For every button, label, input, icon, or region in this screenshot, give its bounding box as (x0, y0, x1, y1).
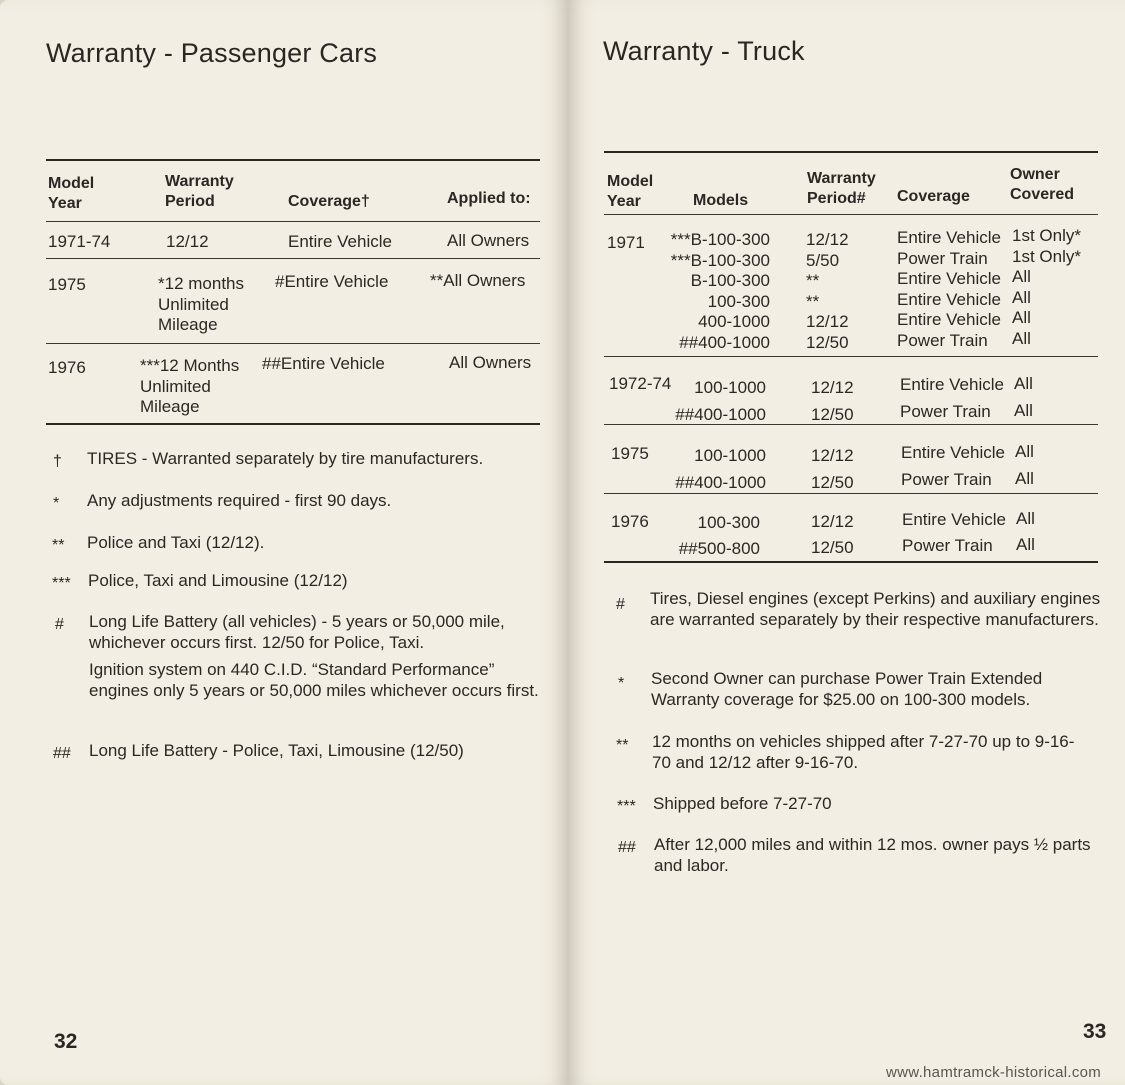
note-mark: *** (52, 575, 71, 592)
note-mark: ## (53, 745, 71, 762)
row-rule (46, 343, 540, 344)
header-coverage: Coverage (897, 188, 970, 205)
row-period: 12/12 12/50 (811, 512, 854, 557)
note-mark: * (618, 675, 625, 692)
row-period: *12 months Unlimited Mileage (158, 274, 244, 334)
row-models: 100-300 ##500-800 (678, 513, 760, 558)
row-owner: All All (1016, 509, 1035, 554)
row-rule (604, 424, 1098, 425)
right-page (568, 0, 1125, 1085)
row-models: ***B-100-300 ***B-100-300 B-100-300 100-300 400-1000 ##400-1000 (670, 230, 770, 352)
row-year: 1976 (48, 358, 86, 377)
row-rule (604, 356, 1098, 357)
note-text: Shipped before 7-27-70 (653, 794, 832, 813)
row-period: 12/12 12/50 (811, 378, 854, 424)
note-mark: † (53, 453, 62, 470)
header-models: Models (693, 192, 749, 209)
row-year: 1971 (607, 233, 645, 252)
header-owner-covered: Owner Covered (1010, 166, 1075, 203)
row-owner: 1st Only* 1st Only* All All All All (1012, 226, 1081, 348)
note-mark: *** (617, 798, 636, 815)
table-top-rule (46, 159, 540, 161)
row-year: 1976 (611, 512, 649, 531)
row-owner: All All (1015, 442, 1034, 488)
note-mark: ** (52, 537, 65, 554)
row-rule (604, 493, 1098, 494)
note-text: Police and Taxi (12/12). (87, 533, 265, 552)
header-coverage: Coverage† (288, 193, 370, 210)
note-mark: * (53, 495, 60, 512)
note-mark: # (55, 616, 64, 633)
row-period: ***12 Months Unlimited Mileage (140, 356, 240, 416)
note-text: Long Life Battery (all vehicles) - 5 years or 50,000 mile, whichever occurs first. 12/50 for Police, Taxi. (89, 612, 505, 652)
row-models: 100-1000 ##400-1000 (675, 378, 766, 424)
row-period: 12/12 5/50 ** ** 12/12 12/50 (806, 230, 849, 352)
note-text: Second Owner can purchase Power Train Extended Warranty coverage for $25.00 on 100-300 models. (651, 669, 1043, 709)
row-coverage: Entire Vehicle (288, 232, 392, 251)
row-period: 12/12 12/50 (811, 446, 854, 492)
note-text: Ignition system on 440 C.I.D. “Standard Performance” engines only 5 years or 50,000 miles whichever occurs first. (89, 660, 539, 700)
header-rule (604, 214, 1098, 215)
row-year: 1972-74 (609, 374, 672, 393)
header-model-year: Model Year (48, 175, 95, 212)
row-applied: All Owners (447, 231, 530, 250)
header-warranty-period: Warranty Period# (807, 170, 876, 207)
row-year: 1975 (611, 444, 649, 463)
passenger-cars-title: Warranty - Passenger Cars (46, 38, 378, 68)
row-rule (46, 258, 540, 259)
note-text: Long Life Battery - Police, Taxi, Limousine (12/50) (89, 741, 464, 760)
row-coverage: ##Entire Vehicle (262, 354, 385, 373)
row-coverage: Entire Vehicle Power Train (900, 375, 1004, 421)
row-year: 1975 (48, 275, 86, 294)
row-applied: **All Owners (430, 271, 526, 290)
page-number: 32 (54, 1030, 78, 1053)
row-year: 1971-74 (48, 232, 111, 251)
truck-title: Warranty - Truck (603, 36, 805, 66)
note-text: TIRES - Warranted separately by tire manufacturers. (87, 449, 484, 468)
table-bottom-rule (46, 423, 540, 425)
header-warranty-period: Warranty Period (165, 173, 234, 210)
header-model-year: Model Year (607, 173, 654, 210)
row-coverage: Entire Vehicle Power Train Entire Vehicle Entire Vehicle Entire Vehicle Power Train (897, 228, 1001, 350)
row-coverage: Entire Vehicle Power Train (901, 443, 1005, 489)
note-text: Any adjustments required - first 90 days. (87, 491, 392, 510)
note-text: After 12,000 miles and within 12 mos. owner pays ½ parts and labor. (654, 835, 1091, 875)
note-text: 12 months on vehicles shipped after 7-27-70 up to 9-16-70 and 12/12 after 9-16-70. (652, 732, 1075, 772)
header-applied-to: Applied to: (447, 190, 531, 207)
note-mark: ## (618, 839, 636, 856)
note-mark: ** (616, 737, 629, 754)
row-models: 100-1000 ##400-1000 (675, 446, 766, 492)
row-coverage: #Entire Vehicle (275, 272, 389, 291)
note-text: Police, Taxi and Limousine (12/12) (88, 571, 348, 590)
note-mark: # (616, 596, 625, 613)
page-number: 33 (1083, 1020, 1107, 1043)
row-owner: All All (1014, 374, 1033, 420)
row-coverage: Entire Vehicle Power Train (902, 510, 1006, 555)
table-bottom-rule (604, 561, 1098, 563)
header-rule (46, 221, 540, 222)
note-text: Tires, Diesel engines (except Perkins) and auxiliary engines are warranted separately by their respective manufacturers. (650, 589, 1101, 629)
row-period: 12/12 (166, 232, 209, 251)
table-top-rule (604, 151, 1098, 153)
watermark: www.hamtramck-historical.com (886, 1064, 1102, 1081)
row-applied: All Owners (449, 353, 532, 372)
